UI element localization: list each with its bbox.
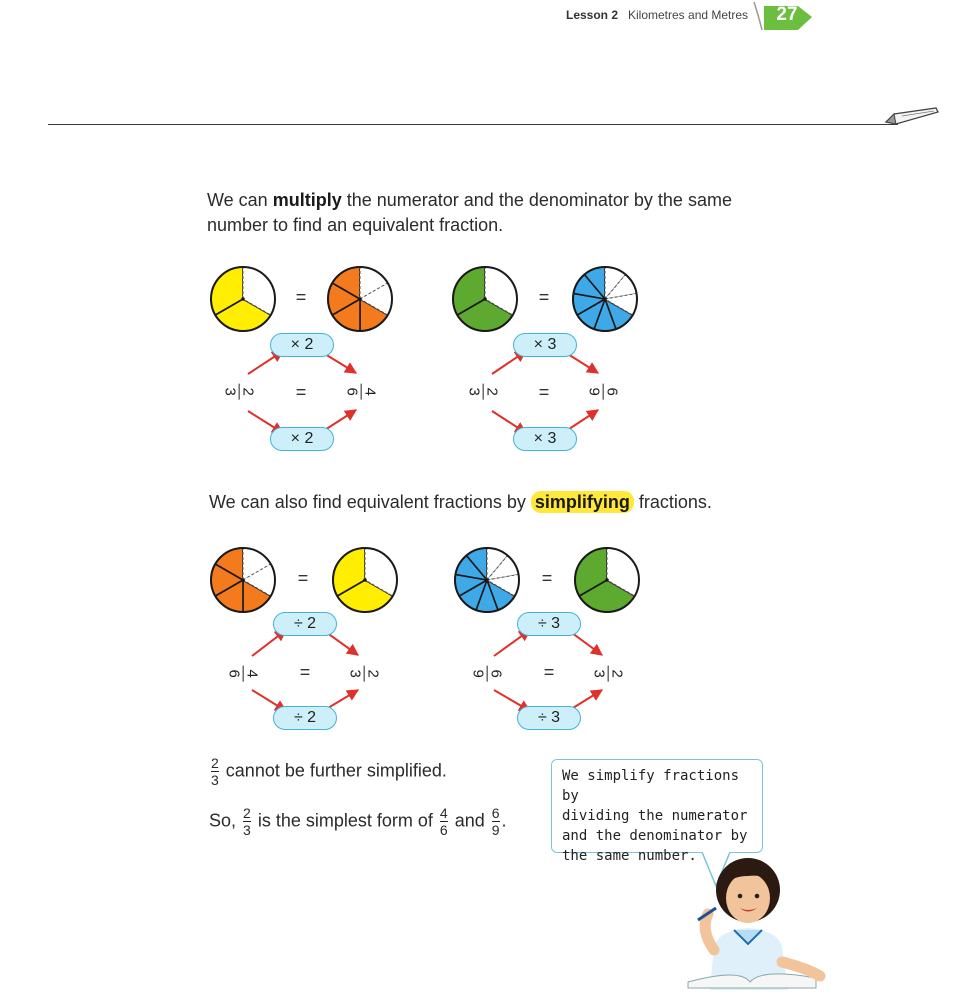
circle-center <box>363 578 367 582</box>
simplifying-highlight: simplifying <box>531 491 634 513</box>
inline-fraction-2-3: $\frac{2}{3}$ <box>211 755 219 789</box>
cannot-simplify-note: $\frac{2}{3}$ cannot be further simplified. <box>211 755 447 789</box>
bubble-line: the same number. <box>562 848 697 864</box>
fraction-6-9: 6 9 <box>470 664 503 684</box>
bubble-line: and the denominator by <box>562 828 748 844</box>
multiply-by-2-pill: × 2 <box>270 333 334 357</box>
bubble-line: dividing the numerator <box>562 808 748 824</box>
equals-sign: = <box>299 662 311 682</box>
circle-center <box>241 578 245 582</box>
equals-sign: = <box>297 568 309 588</box>
fraction-circle-two-thirds-yellow <box>330 545 400 615</box>
fraction-4-6: 4 6 <box>226 664 259 684</box>
equals-sign: = <box>295 382 307 402</box>
fraction-2-3: 2 3 <box>591 664 624 684</box>
fraction-circle-two-thirds-green <box>572 545 642 615</box>
equals-sign: = <box>295 287 307 307</box>
divide-by-3-pill: ÷ 3 <box>517 612 581 636</box>
multiply-paragraph: We can multiply the numerator and the denominator by the same number to find an equivalent fraction. <box>207 190 732 235</box>
fraction-4-6: 4 6 <box>344 382 377 402</box>
page-number: 27 <box>776 4 798 25</box>
girl-reading-illustration <box>670 850 830 990</box>
equals-sign: = <box>538 287 550 307</box>
circle-center <box>485 578 489 582</box>
inline-fraction-4-6: $\frac{4}{6}$ <box>439 805 448 839</box>
speech-bubble <box>551 759 763 864</box>
circle-center <box>605 578 609 582</box>
lesson-title: Kilometres and Metres <box>628 8 749 22</box>
equals-sign: = <box>543 662 555 682</box>
fraction-circle-four-sixths-orange <box>208 545 278 615</box>
multiply-by-2-pill: × 2 <box>270 427 334 451</box>
inline-fraction-6-9: $\frac{6}{9}$ <box>491 805 500 839</box>
inline-fraction-2-3: $\frac{2}{3}$ <box>243 805 251 839</box>
multiply-by-3-pill: × 3 <box>513 333 577 357</box>
fraction-6-9: 6 9 <box>586 382 619 402</box>
fraction-2-3: 2 3 <box>347 664 380 684</box>
divide-by-2-pill: ÷ 2 <box>273 612 337 636</box>
multiply-keyword: multiply <box>272 190 342 210</box>
divide-by-3-pill: ÷ 3 <box>517 706 581 730</box>
fraction-2-3: 2 3 <box>466 382 499 402</box>
multiply-by-3-pill: × 3 <box>513 427 577 451</box>
divide-by-2-pill: ÷ 2 <box>273 706 337 730</box>
equals-sign: = <box>538 382 550 402</box>
fraction-2-3: 2 3 <box>222 382 255 402</box>
simplest-form-note: So, $\frac{2}{3}$ is the simplest form of $\frac{4}{6}$ and $\frac{6}{9}$ . <box>209 805 507 839</box>
lesson-number: Lesson 2 <box>566 8 619 22</box>
fraction-circle-six-ninths-blue <box>452 545 522 615</box>
bubble-line: We simplify fractions by <box>562 768 740 804</box>
equals-sign: = <box>541 568 553 588</box>
simplify-paragraph: We can also find equivalent fractions by simplifying fractions. <box>209 492 712 512</box>
